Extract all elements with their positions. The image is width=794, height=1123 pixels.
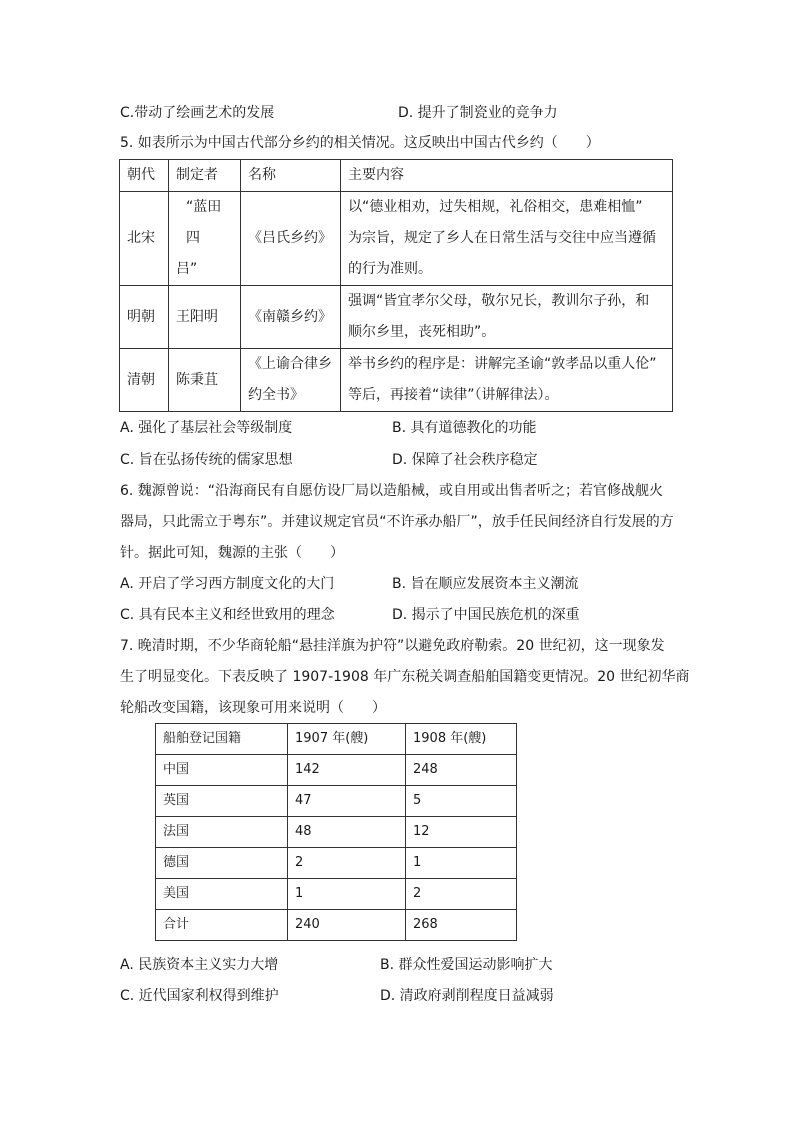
content-line: 为宗旨，规定了乡人在日常生活与交往中应当遵循 (348, 230, 656, 246)
q5-option-c: C. 旨在弘扬传统的儒家思想 (120, 452, 293, 468)
author-cell: 王阳明 (169, 286, 241, 349)
table-cell: 美国 (156, 879, 288, 910)
table-cell: 142 (288, 755, 406, 786)
header-cell: 船舶登记国籍 (156, 724, 288, 755)
table-cell: 中国 (156, 755, 288, 786)
author-cell (169, 192, 241, 286)
table-cell: 12 (406, 817, 517, 848)
q7-option-b: B. 群众性爱国运动影响扩大 (380, 957, 553, 973)
table-row (156, 755, 517, 786)
q6-option-c: C. 具有民本主义和经世致用的理念 (120, 607, 335, 623)
table-row (120, 192, 673, 286)
content-line: 以“德业相劝，过失相规，礼俗相交，患难相恤” (348, 199, 643, 215)
q6-option-a: A. 开启了学习西方制度文化的大门 (120, 576, 335, 592)
content-cell (341, 286, 673, 349)
table-cell: 德国 (156, 848, 288, 879)
dynasty-cell: 明朝 (120, 286, 169, 349)
q5-option-b: B. 具有道德教化的功能 (392, 420, 537, 436)
q7-option-c: C. 近代国家利权得到维护 (120, 988, 279, 1004)
name-line: 《上谕合律乡 (248, 356, 332, 372)
header-cell: 朝代 (120, 160, 169, 192)
q6-stem-line-1: 6. 魏源曾说：“沿海商民有自愿仿设厂局以造船械，或自用或出售者听之；若官修战舰火 (120, 483, 664, 499)
table-header-row (120, 160, 673, 192)
name-cell (241, 349, 341, 412)
header-cell: 主要内容 (341, 160, 673, 192)
author-cell: 陈秉苴 (169, 349, 241, 412)
content-line: 顺尔乡里，丧死相助”。 (348, 324, 496, 340)
table-row (156, 817, 517, 848)
table-cell: 1 (288, 879, 406, 910)
table-row (120, 349, 673, 412)
table-row (156, 879, 517, 910)
table-row (156, 786, 517, 817)
table-cell: 合计 (156, 910, 288, 941)
q5-stem: 5. 如表所示为中国古代部分乡约的相关情况。这反映出中国古代乡约（ ） (120, 135, 600, 151)
header-cell: 1907 年(艘) (288, 724, 406, 755)
q7-table (155, 723, 517, 941)
table-cell: 法国 (156, 817, 288, 848)
q5-table (119, 159, 673, 412)
content-cell (341, 192, 673, 286)
header-cell: 1908 年(艘) (406, 724, 517, 755)
content-cell (341, 349, 673, 412)
dynasty-cell: 清朝 (120, 349, 169, 412)
q7-option-a: A. 民族资本主义实力大增 (120, 957, 279, 973)
q6-stem-line-2: 器局，只此需立于粤东”。并建议规定官员“不许承办船厂”，放手任民间经济自行发展的方 (120, 514, 674, 530)
q5-option-d: D. 保障了社会秩序稳定 (392, 452, 538, 468)
table-cell: 248 (406, 755, 517, 786)
content-line: 等后，再接着“读律”（讲解律法）。 (348, 387, 559, 403)
q7-stem-line-2: 生了明显变化。下表反映了 1907-1908 年广东税关调查船舶国籍变更情况。20 世纪初华商 (120, 669, 690, 685)
q7-stem-line-3: 轮船改变国籍，该现象可用来说明（ ） (120, 700, 386, 716)
name-line: 约全书》 (248, 387, 304, 403)
content-line: 的行为准则。 (348, 261, 432, 277)
table-cell: 2 (288, 848, 406, 879)
q4-option-d: D. 提升了制瓷业的竞争力 (398, 105, 558, 121)
content-line: 强调“皆宜孝尔父母，敬尔兄长，教训尔子孙，和 (348, 293, 650, 309)
table-cell: 1 (406, 848, 517, 879)
q7-stem-line-1: 7. 晚清时期，不少华商轮船“悬挂洋旗为护符”以避免政府勒索。20 世纪初，这一现象发 (120, 638, 665, 654)
header-cell: 制定者 (169, 160, 241, 192)
q6-option-b: B. 旨在顺应发展资本主义潮流 (392, 576, 579, 592)
q5-option-a: A. 强化了基层社会等级制度 (120, 420, 293, 436)
table-header-row (156, 724, 517, 755)
table-cell: 48 (288, 817, 406, 848)
name-cell: 《南赣乡约》 (241, 286, 341, 349)
table-row (156, 848, 517, 879)
q6-stem-line-3: 针。据此可知，魏源的主张（ ） (120, 545, 344, 561)
table-row (156, 910, 517, 941)
author-line: 吕” (176, 261, 198, 277)
q6-option-d: D. 揭示了中国民族危机的深重 (392, 607, 580, 623)
table-row (120, 286, 673, 349)
table-cell: 268 (406, 910, 517, 941)
table-cell: 2 (406, 879, 517, 910)
q7-option-d: D. 清政府剥削程度日益减弱 (380, 988, 554, 1004)
table-cell: 47 (288, 786, 406, 817)
table-cell: 5 (406, 786, 517, 817)
table-cell: 240 (288, 910, 406, 941)
table-cell: 英国 (156, 786, 288, 817)
author-line: “蓝田四 (186, 199, 222, 246)
dynasty-cell: 北宋 (120, 192, 169, 286)
name-cell: 《吕氏乡约》 (241, 192, 341, 286)
header-cell: 名称 (241, 160, 341, 192)
content-line: 举书乡约的程序是：讲解完圣谕“敦孝品以重人伦” (348, 356, 657, 372)
q4-option-c: C.带动了绘画艺术的发展 (120, 105, 275, 121)
